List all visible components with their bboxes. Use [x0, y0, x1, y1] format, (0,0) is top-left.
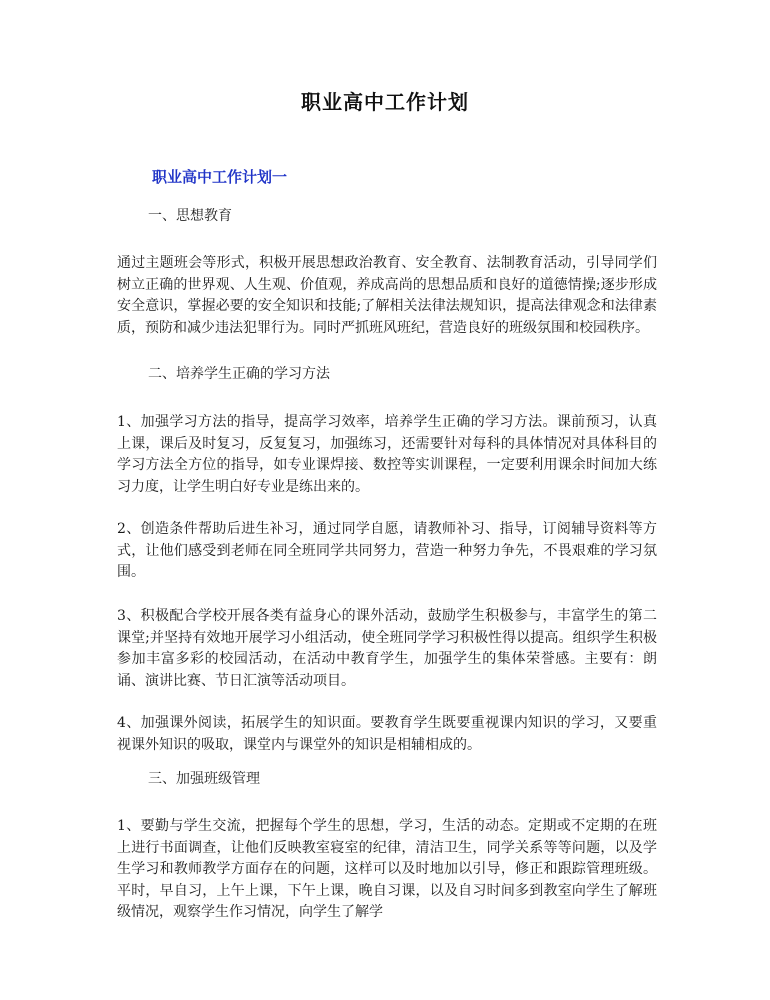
paragraph-activities: 3、积极配合学校开展各类有益身心的课外活动，鼓励学生积极参与，丰富学生的第二课堂;并坚持有效地开展学习小组活动，使全班同学学习积极性得以提高。组织学生积极参加丰富多彩的校园活动，在活动中教育学生，加强学生的集体荣誉感。主要有：朗诵、演讲比赛、节日汇演等活动项目。	[117, 608, 657, 689]
heading-study-methods: 二、培养学生正确的学习方法	[148, 366, 330, 382]
heading-class-management: 三、加强班级管理	[148, 771, 260, 787]
section-title: 职业高中工作计划一	[152, 168, 288, 186]
document-title: 职业高中工作计划	[301, 90, 469, 114]
paragraph-reading: 4、加强课外阅读，拓展学生的知识面。要教育学生既要重视课内知识的学习，又要重视课外知识的吸取，课堂内与课堂外的知识是相辅相成的。	[117, 715, 657, 753]
heading-thought-education: 一、思想教育	[148, 208, 232, 224]
paragraph-thought-education: 通过主题班会等形式，积极开展思想政治教育、安全教育、法制教育活动，引导同学们树立正确的世界观、人生观、价值观，养成高尚的思想品质和良好的道德情操;逐步形成安全意识，掌握必要的安全知识和技能;了解相关法律法规知识，提高法律观念和法律素质，预防和减少违法犯罪行为。同时严抓班风班纪，营造良好的班级氛围和校园秩序。	[117, 255, 657, 336]
paragraph-tutoring: 2、创造条件帮助后进生补习，通过同学自愿，请教师补习、指导，订阅辅导资料等方式，让他们感受到老师在同全班同学共同努力，营造一种努力争先，不畏艰难的学习氛围。	[117, 521, 657, 580]
paragraph-study-guidance: 1、加强学习方法的指导，提高学习效率，培养学生正确的学习方法。课前预习，认真上课，课后及时复习，反复复习，加强练习，还需要针对每科的具体情况对具体科目的学习方法全方位的指导，如专业课焊接、数控等实训课程，一定要利用课余时间加大练习力度，让学生明白好专业是练出来的。	[117, 414, 657, 495]
paragraph-communication: 1、要勤与学生交流，把握每个学生的思想，学习，生活的动态。定期或不定期的在班上进行书面调查，让他们反映教室寝室的纪律，清洁卫生，同学关系等等问题，以及学生学习和教师教学方面存在的问题，这样可以及时地加以引导，修正和跟踪管理班级。平时，早自习，上午上课，下午上课，晚自习课，以及自习时间多到教室向学生了解班级情况，观察学生作习情况，向学生了解学	[117, 818, 657, 920]
